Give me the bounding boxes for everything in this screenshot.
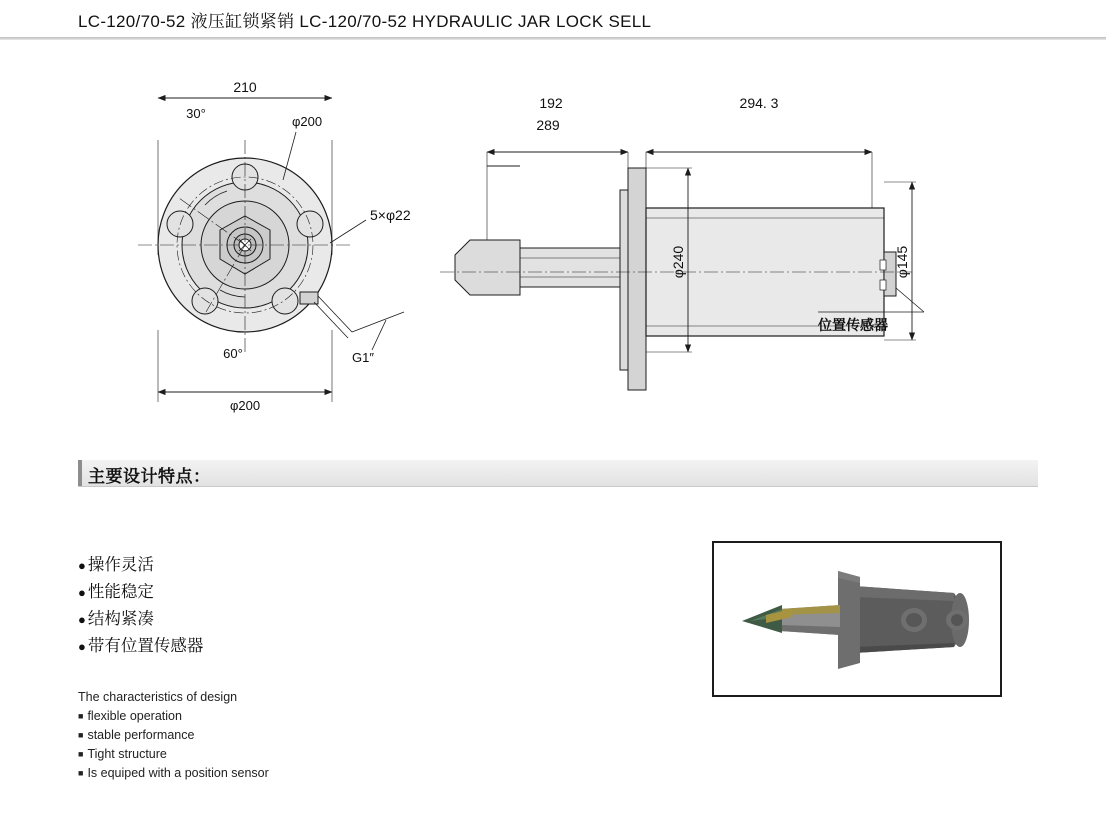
bullet-dot-icon: ● (78, 639, 86, 654)
section-heading-bar (78, 460, 1038, 487)
dim-holes: 5×φ22 (370, 207, 411, 223)
list-item (78, 745, 508, 764)
section-heading-tick (78, 460, 82, 486)
dim-phi145: φ145 (894, 245, 910, 279)
dim-289: 289 (536, 117, 560, 133)
features-list-en (78, 688, 508, 783)
dim-thread: G1″ (352, 350, 374, 365)
page-title: LC-120/70-52 液压缸锁紧销 LC-120/70-52 HYDRAULIC JAR LOCK SELL (78, 12, 652, 31)
list-item (78, 726, 508, 745)
feature-label: stable performance (87, 728, 195, 742)
list-item (78, 633, 498, 660)
feature-label: Tight structure (87, 747, 167, 761)
product-photo (712, 541, 1002, 697)
feature-label: Is equiped with a position sensor (87, 766, 269, 780)
bullet-square-icon: ■ (78, 768, 84, 778)
dim-angle-60: 60° (223, 346, 243, 361)
dim-192: 192 (539, 95, 563, 111)
feature-label: flexible operation (87, 709, 182, 723)
list-item (78, 579, 498, 606)
label-position-sensor: 位置传感器 (818, 317, 888, 333)
dim-angle-30: 30° (186, 106, 206, 121)
bullet-square-icon: ■ (78, 711, 84, 721)
page-header (0, 0, 1106, 38)
bullet-dot-icon: ● (78, 585, 86, 600)
section-heading-label: 主要设计特点： (88, 467, 211, 486)
list-item (78, 707, 508, 726)
dim-phi240: φ240 (670, 245, 686, 279)
dim-outer-diameter-bottom: φ200 (229, 398, 261, 413)
features-list-cn (78, 552, 498, 660)
bullet-square-icon: ■ (78, 749, 84, 759)
feature-label: 性能稳定 (87, 583, 154, 601)
list-item (78, 552, 498, 579)
bullet-square-icon: ■ (78, 730, 84, 740)
bullet-dot-icon: ● (78, 558, 86, 573)
technical-drawing (0, 40, 1106, 440)
dim-overall-width: 210 (233, 79, 257, 95)
list-item (78, 764, 508, 783)
feature-label: 操作灵活 (87, 556, 154, 574)
feature-label: 结构紧凑 (87, 610, 154, 628)
features-en-title: The characteristics of design (78, 690, 238, 704)
list-item (78, 606, 498, 633)
feature-label: 带有位置传感器 (87, 637, 204, 655)
dim-294-3: 294. 3 (739, 95, 779, 111)
dim-bolt-circle-top: φ200 (291, 114, 323, 129)
bullet-dot-icon: ● (78, 612, 86, 627)
section-heading (78, 460, 1038, 492)
